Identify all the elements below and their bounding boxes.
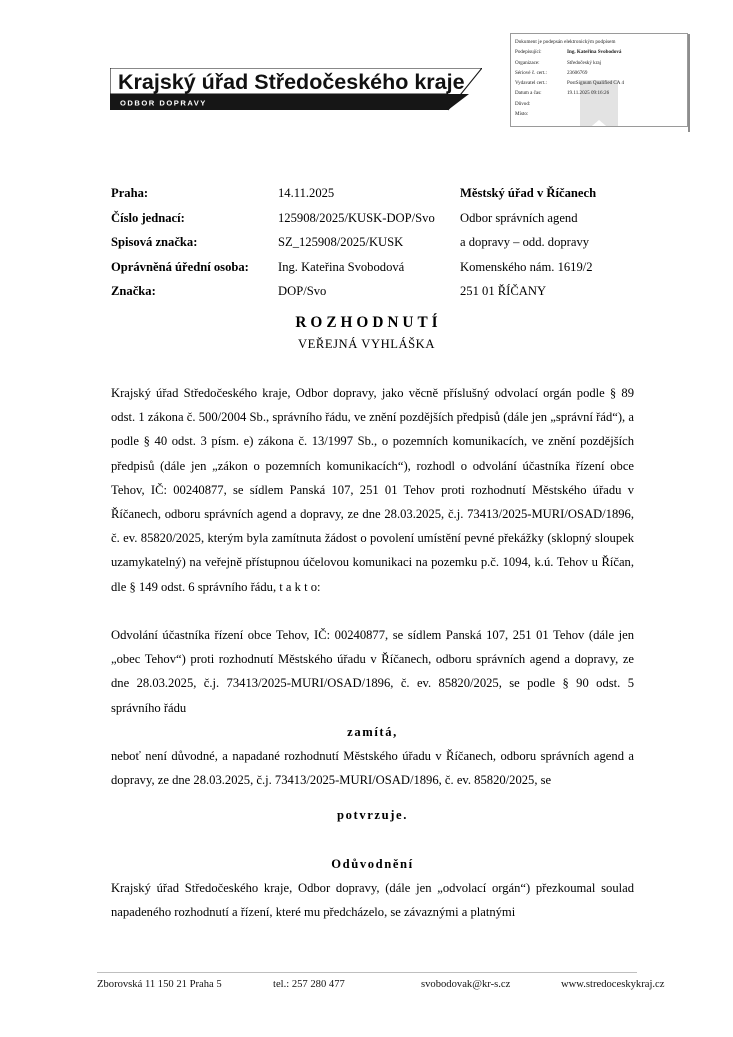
verdict-dismissed: zamítá,	[347, 724, 398, 739]
header-row-file-mark	[111, 235, 656, 260]
signature-row-datetime	[515, 88, 683, 98]
signature-row-place	[515, 109, 683, 119]
body-paragraph-3: neboť není důvodné, a napadané rozhodnutí Městského úřadu v Říčanech, odboru správních agend a dopravy, ze dne 28.03.2025, č.j. 73413/2025-MURI/OSAD/1896, č. ev. 85820/2025, se	[111, 749, 634, 788]
header-label-mark: Značka:	[111, 284, 156, 299]
footer-email[interactable]: svobodovak@kr-s.cz	[421, 979, 511, 990]
header-row-date	[111, 186, 656, 211]
signature-heading: Dokument je podepsán elektronickým podpisem	[515, 39, 616, 45]
signature-value-serial: 23606769	[567, 69, 588, 76]
signature-row-serial	[515, 68, 683, 78]
electronic-signature-box	[510, 33, 688, 127]
signature-row-issuer	[515, 78, 683, 88]
signature-row-organization	[515, 58, 683, 68]
signature-label-signer: Podepisující:	[515, 49, 542, 56]
recipient-line-1: Městský úřad v Říčanech	[460, 186, 597, 200]
header-label-authorized-person: Oprávněná úřední osoba:	[111, 259, 249, 274]
signature-value-datetime: 19.11.2025 09:16:26	[567, 90, 610, 97]
header-label-file-mark: Spisová značka:	[111, 235, 198, 250]
header-row-reference-number	[111, 211, 656, 236]
header-row-mark	[111, 284, 656, 309]
signature-label-organization: Organizace:	[515, 59, 540, 66]
footer-website[interactable]: www.stredoceskykraj.cz	[561, 979, 665, 990]
signature-value-signer: Ing. Kateřina Svobodová	[567, 49, 622, 56]
logo-subtitle: ODBOR DOPRAVY	[120, 98, 207, 108]
logo-title: Krajský úřad Středočeského kraje	[118, 70, 465, 94]
signature-label-issuer: Vydavatel cert.:	[515, 80, 547, 87]
body-spacer-1	[111, 599, 634, 623]
header-value-reference-number: 125908/2025/KUSK-DOP/Svo	[278, 210, 435, 225]
page-title: ROZHODNUTÍ	[295, 314, 442, 331]
signature-row-signer	[515, 47, 683, 57]
footer-phone: tel.: 257 280 477	[273, 979, 345, 990]
header-label-date: Praha:	[111, 186, 149, 200]
verdict-upheld: potvrzuje.	[337, 808, 408, 823]
recipient-line-4: Komenského nám. 1619/2	[460, 259, 593, 274]
document-header	[111, 186, 656, 309]
signature-label-reason: Důvod:	[515, 100, 531, 107]
page-subtitle: VEŘEJNÁ VYHLÁŠKA	[298, 337, 435, 351]
header-value-authorized-person: Ing. Kateřina Svobodová	[278, 259, 405, 274]
header-value-mark: DOP/Svo	[278, 284, 327, 299]
signature-label-place: Místo:	[515, 111, 529, 118]
body-spacer-2	[111, 792, 634, 803]
header-label-reference-number: Číslo jednací:	[111, 210, 185, 225]
signature-value-reason	[567, 99, 683, 109]
signature-row-reason	[515, 99, 683, 109]
recipient-line-2: Odbor správních agend	[460, 210, 578, 225]
body-paragraph-4: Krajský úřad Středočeského kraje, Odbor dopravy, (dále jen „odvolací orgán“) přezkoumal soulad napadeného rozhodnutí a řízení, které mu předcházelo, se závaznými a platnými	[111, 881, 634, 920]
signature-value-place	[567, 109, 683, 119]
signature-value-issuer: PostSignum Qualified CA 4	[567, 80, 625, 87]
body-paragraph-1: Krajský úřad Středočeského kraje, Odbor dopravy, jako věcně příslušný odvolací orgán podle § 89 odst. 1 zákona č. 500/2004 Sb., správního řádu, ve znění pozdějších předpisů (dále jen „správní řád“), a podle § 40 odst. 3 písm. e) zákona č. 13/1997 Sb., o pozemních komunikacích, ve znění pozdějších předpisů (dále jen „zákon o pozemních komunikacích“), rozhodl o odvolání účastníka řízení obce Tehov, IČ: 00240877, se sídlem Panská 107, 251 01 Tehov proti rozhodnutí Městského úřadu v Říčanech, odboru správních agend a dopravy, ze dne 28.03.2025, č.j. 73413/2025-MURI/OSAD/1896, č. ev. 85820/2025, kterým byla zamítnuta žádost o povolení umístění pevné překážky (sklopný sloupek uzamykatelný) na veřejně přístupnou účelovou komunikaci na pozemku p.č. 1094, k.ú. Tehov u Říčan, dle § 149 odst. 6 správního řádu, t a k t o:	[111, 386, 634, 594]
footer-divider	[97, 972, 637, 973]
document-footer	[97, 979, 665, 990]
recipient-line-5: 251 01 ŘÍČANY	[460, 284, 547, 299]
signature-right-rule	[688, 34, 690, 132]
body-spacer-3	[111, 828, 634, 852]
document-body	[111, 381, 634, 924]
header-value-date: 14.11.2025	[278, 186, 335, 200]
signature-label-datetime: Datum a čas:	[515, 90, 542, 97]
recipient-line-3: a dopravy – odd. dopravy	[460, 235, 590, 250]
header-row-authorized-person	[111, 260, 656, 285]
reasoning-heading: Odůvodnění	[331, 856, 414, 871]
signature-value-organization: Středočeský kraj	[567, 59, 602, 66]
header-value-file-mark: SZ_125908/2025/KUSK	[278, 235, 404, 250]
body-paragraph-2: Odvolání účastníka řízení obce Tehov, IČ: 00240877, se sídlem Panská 107, 251 01 Tehov (dále jen „obec Tehov“) proti rozhodnutí Městského úřadu v Říčanech, odboru správních agend a dopravy, ze dne 28.03.2025, č.j. 73413/2025-MURI/OSAD/1896, č. ev. 85820/2025, se podle § 90 odst. 5 správního řádu	[111, 628, 634, 715]
signature-label-serial: Sériové č. cert.:	[515, 69, 547, 76]
organization-logo	[110, 68, 482, 116]
footer-address: Zborovská 11 150 21 Praha 5	[97, 979, 222, 990]
